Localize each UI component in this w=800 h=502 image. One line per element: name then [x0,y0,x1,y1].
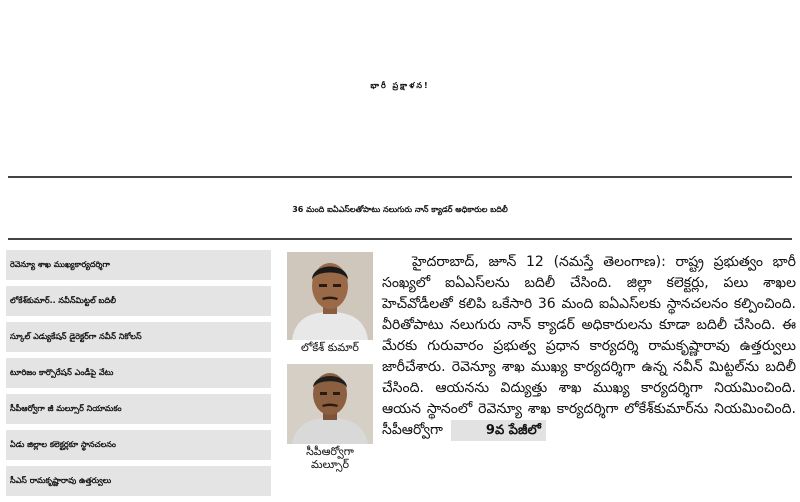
article-body [382,252,796,441]
caption-line: సీపీఆర్వోగా [306,445,354,458]
photo-malsur [287,364,373,444]
photo-lokesh-kumar [287,252,373,340]
bullet-item: ఏడు జిల్లాల కలెక్టర్లకూ స్థానచలనం [6,430,271,460]
bullet-item: లోకేశ్‌కుమార్.. నవీన్‌మిట్టల్ బదిలీ [6,286,271,316]
bullet-item: సీఎస్ రామకృష్ణారావు ఉత్తర్వులు [6,466,271,496]
photo-caption: లోకేశ్ కుమార్ [301,341,359,354]
caption-line: మల్సూర్ [311,458,349,471]
page-jump-label: 9వ పేజీలో [451,420,546,441]
bullet-item: సీపీఆర్వోగా జీ మల్సూర్ నియామకం [6,394,271,424]
bullet-item: రెవెన్యూ శాఖ ముఖ్యకార్యదర్శిగా [6,250,271,280]
bullet-item: స్కూల్ ఎడ్యుకేషన్ డైరెక్టర్‌గా నవీన్ నికోలస్ [6,322,271,352]
bullet-item: టూరిజం కార్పొరేషన్ ఎండీపై వేటు [6,358,271,388]
divider-top [8,176,792,178]
subheadline: 36 మంది ఐఏఎస్‌లతోపాటు నలుగురు నాన్ క్యాడర్ అధికారుల బదిలీ [292,204,508,214]
headline: భారీ ప్రక్షాళన! [370,80,430,90]
photo-caption [282,445,378,471]
divider-bottom [8,238,792,240]
bullet-list [6,250,271,502]
article-text: హైదరాబాద్, జూన్ 12 (నమస్తే తెలంగాణ): రాష్ట్ర ప్రభుత్వం భారీ సంఖ్యలో ఐఏఎస్‌లను బదిలీ చేసింది. జిల్లా కలెక్టర్లు, పలు శాఖల హెచ్‌వోడీలతో కలిపి ఒకేసారి 36 మంది ఐఏఎస్‌లకు స్థానచలనం కల్పించింది. వీరితోపాటు నలుగురు నాన్ క్యాడర్ అధికారులను కూడా బదిలీ చేసింది. ఈ మేరకు గురువారం ప్రభుత్వ ప్రధాన కార్యదర్శి రామకృష్ణారావు ఉత్తర్వులు జారీచేశారు. రెవెన్యూ శాఖ ముఖ్య కార్యదర్శిగా ఉన్న నవీన్ మిట్టల్‌ను బదిలీ చేసింది. ఆయనను విద్యుత్తు శాఖ ముఖ్య కార్యదర్శిగా నియమించింది. ఆయన స్థానంలో రెవెన్యూ శాఖ కార్యదర్శిగా లోకేశ్‌కుమార్‌ను నియమించింది. సీపీఆర్వోగా [382,254,796,438]
